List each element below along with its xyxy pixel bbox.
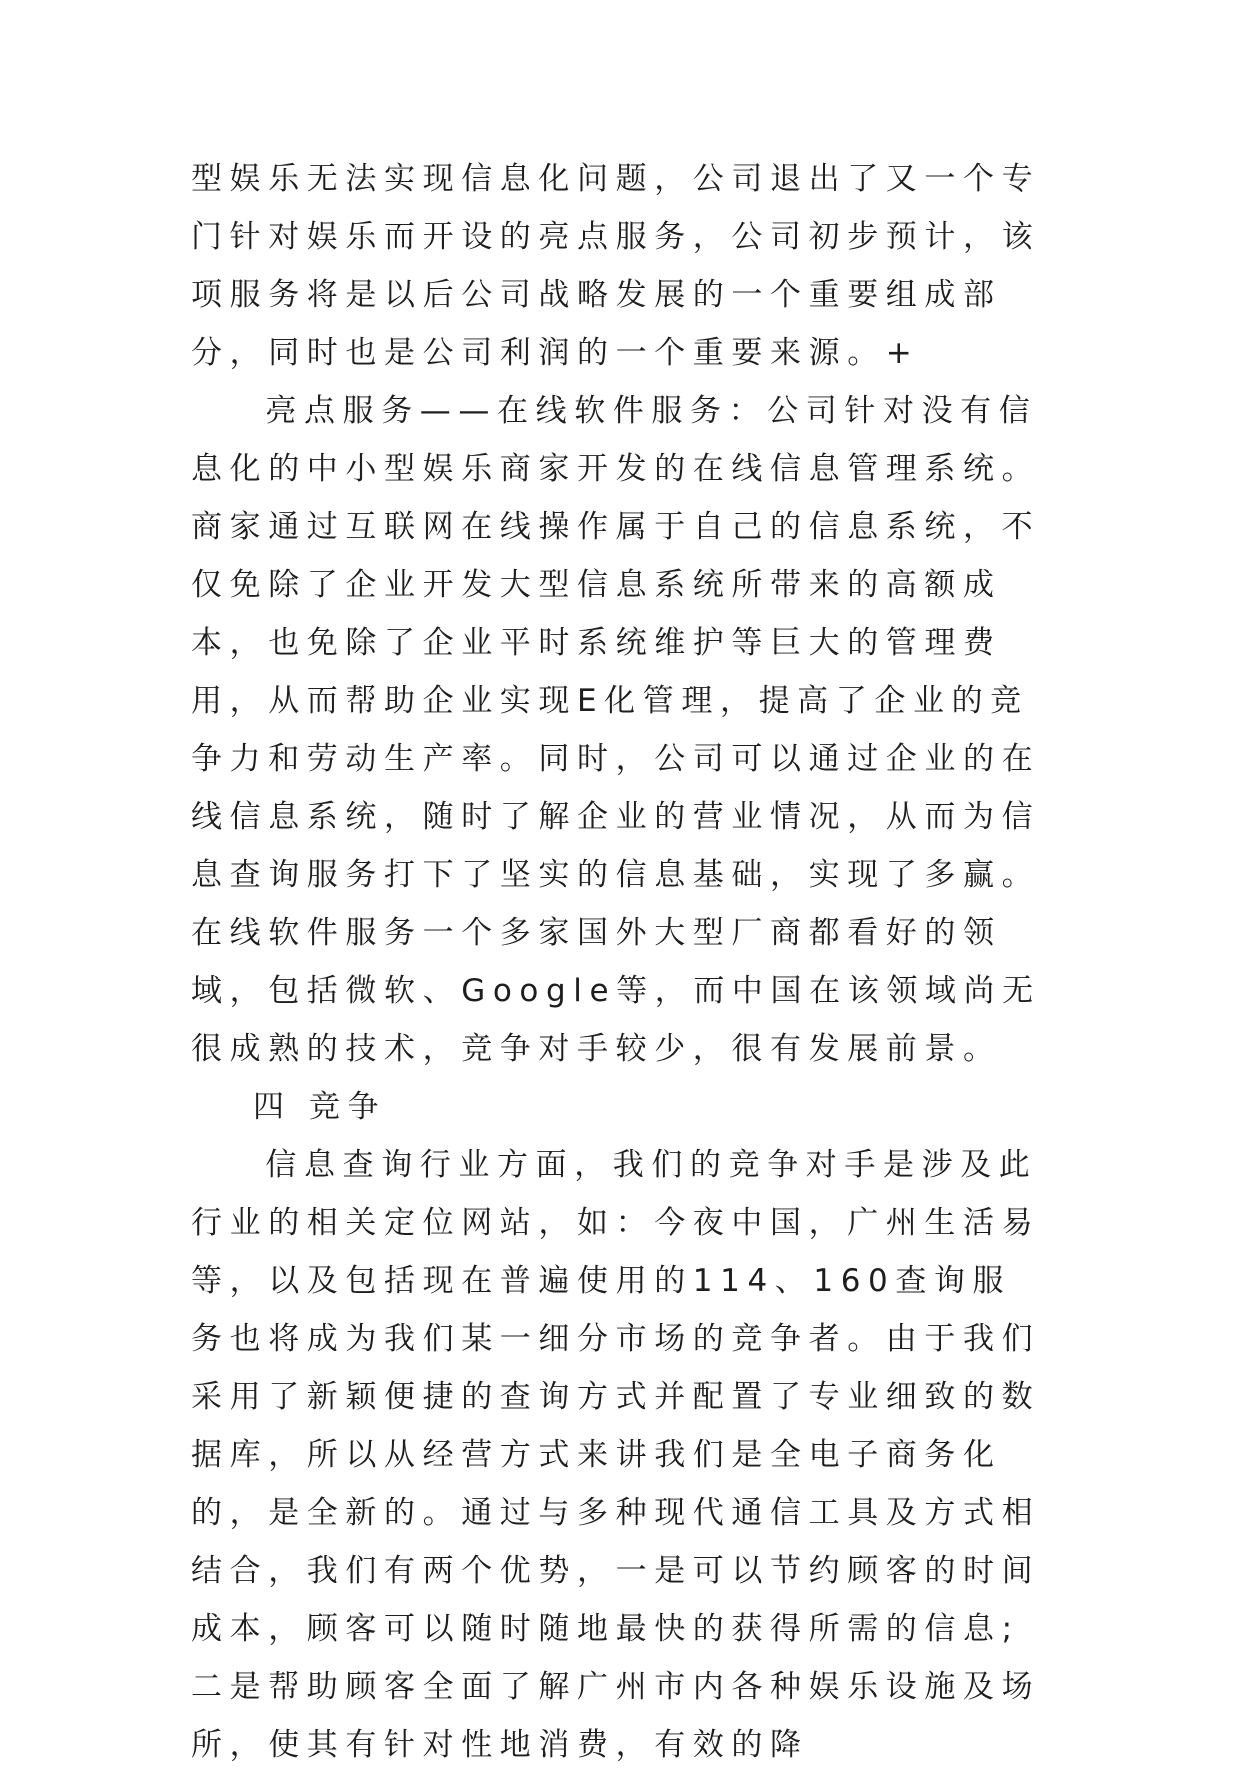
paragraph-information-query-competition: 信息查询行业方面，我们的竞争对手是涉及此行业的相关定位网站，如：今夜中国，广州生活易等，以及包括现在普遍使用的114、160查询服务也将成为我们某一细分市场的竞争者。由于我们采用了新颖便捷的查询方式并配置了专业细致的数据库，所以从经营方式来讲我们是全电子商务化的，是全新的。通过与多种现代通信工具及方式相结合，我们有两个优势，一是可以节约顾客的时间成本，顾客可以随时随地最快的获得所需的信息;二是帮助顾客全面了解广州市内各种娱乐设施及场所，使其有针对性地消费，有效的降 bbox=[191, 1147, 1041, 1763]
paragraph-continued-entertainment-service: 型娱乐无法实现信息化问题，公司退出了又一个专门针对娱乐而开设的亮点服务，公司初步预计，该项服务将是以后公司战略发展的一个重要组成部分，同时也是公司利润的一个重要来源。+ bbox=[191, 161, 1041, 371]
section-heading-competition: 四 竞争 bbox=[253, 1089, 387, 1125]
paragraph-online-software-service: 亮点服务——在线软件服务：公司针对没有信息化的中小型娱乐商家开发的在线信息管理系统。商家通过互联网在线操作属于自己的信息系统，不仅免除了企业开发大型信息系统所带来的高额成本，也免除了企业平时系统维护等巨大的管理费用，从而帮助企业实现E化管理，提高了企业的竞争力和劳动生产率。同时，公司可以通过企业的在线信息系统，随时了解企业的营业情况，从而为信息查询服务打下了坚实的信息基础，实现了多赢。在线软件服务一个多家国外大型厂商都看好的领域，包括微软、Google等，而中国在该领域尚无很成熟的技术，竞争对手较少，很有发展前景。 bbox=[191, 393, 1041, 1067]
body-text bbox=[191, 150, 1049, 1774]
